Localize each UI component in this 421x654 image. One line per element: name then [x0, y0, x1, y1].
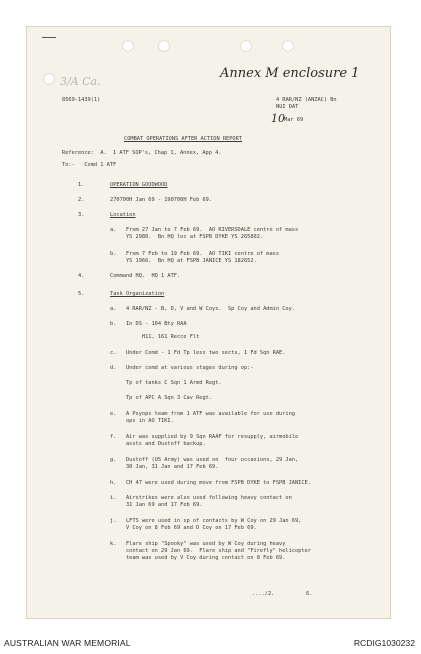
report-title: COMBAT OPERATIONS AFTER ACTION REPORT [124, 136, 242, 142]
location-b: b. From 7 Feb to 19 Feb 69. AO TIKI centre of mass [110, 251, 280, 257]
task-d-1: Tp of tanks C Sqn 1 Armd Regt. [110, 380, 222, 386]
handwritten-corner-note: 3/A Ca. [60, 75, 101, 88]
task-i: i. Airstrikes were also used following heavy contact on [110, 495, 292, 501]
item-number: 5. [78, 291, 85, 297]
task-j-cont: V Coy on 8 Feb 69 and D Coy on 17 Feb 69. [110, 525, 257, 531]
task-b: b. In DS - 104 Bty RAA [110, 321, 187, 327]
handwritten-page-number: 10 [271, 112, 285, 125]
punch-hole [122, 40, 134, 52]
archive-record-id: RCDIG1030232 [353, 638, 415, 648]
task-f: f. Air was supplied by 9 Sqn RAAF for resupply, airmobile [110, 434, 299, 440]
task-g: g. Dustoff (US Army) was used on four occasions, 29 Jan, [110, 457, 299, 463]
addressee-line: To:- Comd 1 ATF [62, 162, 117, 168]
task-f-cont: assts and Dustoff backup. [110, 441, 206, 447]
unit-designation: 4 RAR/NZ (ANZAC) Bn [276, 97, 337, 103]
task-e: e. A Psyops team from 1 ATF was available for use during [110, 411, 295, 417]
item-number: 1. [78, 182, 85, 188]
punch-hole [43, 73, 55, 85]
task-a: a. 4 RAR/NZ - B, D, V and W Coys. Sp Coy and Admin Coy. [110, 306, 295, 312]
punch-hole [282, 40, 294, 52]
continuation-marker: ..../2. [252, 591, 275, 597]
task-d: d. Under comd at various stages during op:- [110, 365, 254, 371]
archive-name: AUSTRALIAN WAR MEMORIAL [4, 638, 131, 648]
task-h: h. CH 47 were used during move from FSPB DYKE to FSPB JANICE. [110, 480, 311, 486]
task-g-cont: 30 Jan, 31 Jan and 17 Feb 69. [110, 464, 219, 470]
item-number: 4. [78, 273, 85, 279]
item-number: 3. [78, 212, 85, 218]
task-i-cont: 31 Jan 69 and 17 Feb 69. [110, 502, 203, 508]
hq-location: NUI DAT [276, 104, 299, 110]
file-reference: 8569-1439(1) [62, 97, 101, 103]
punch-hole [240, 40, 252, 52]
reference-line: Reference: A. 1 ATF SOP's, Chap 1, Annex, App 4. [62, 150, 222, 156]
operation-name: OPERATION GOODWOOD [110, 182, 168, 188]
task-d-2: Tp of APC A Sqn 3 Cav Regt. [110, 395, 213, 401]
task-organization-heading: Task Organization [110, 291, 165, 297]
task-k-cont: team was used by V Coy during contact on 8 Feb 69. [110, 555, 286, 561]
location-b-cont: YS 1966. Bn HQ at FSPB JANICE YS 182652. [110, 258, 257, 264]
location-heading: Location [110, 212, 136, 218]
page-number: 6. [306, 591, 313, 597]
task-k-cont: contact on 29 Jan 69. Flare ship and "Firefly" helicopter [110, 548, 311, 554]
task-e-cont: ops in AO TIKI. [110, 418, 174, 424]
task-c: c. Under Comd - 1 Fd Tp less two sects, 1 Fd Sqn RAE. [110, 350, 286, 356]
operation-dates: 270700H Jan 69 - 190700H Feb 69. [110, 197, 213, 203]
punch-hole [158, 40, 170, 52]
task-b-cont: H11, 161 Recce Flt [110, 334, 200, 340]
item-number: 2. [78, 197, 85, 203]
location-a: a. From 27 Jan to 7 Feb 69. AO RIVERSDALE centre of mass [110, 227, 299, 233]
margin-mark [42, 37, 56, 38]
task-j: j. LFTS were used in sp of contacts by W Coy on 29 Jan 69, [110, 518, 302, 524]
handwritten-annex-note: Annex M enclosure 1 [220, 66, 360, 81]
report-date: Mar 69 [284, 117, 304, 123]
task-k: k. Flare ship "Spooky" was used by W Coy during heavy [110, 541, 286, 547]
command-hq: Command HQ. HQ 1 ATF. [110, 273, 181, 279]
location-a-cont: YS 2980. Bn HQ loc at FSPB DYKE YS 265802. [110, 234, 264, 240]
